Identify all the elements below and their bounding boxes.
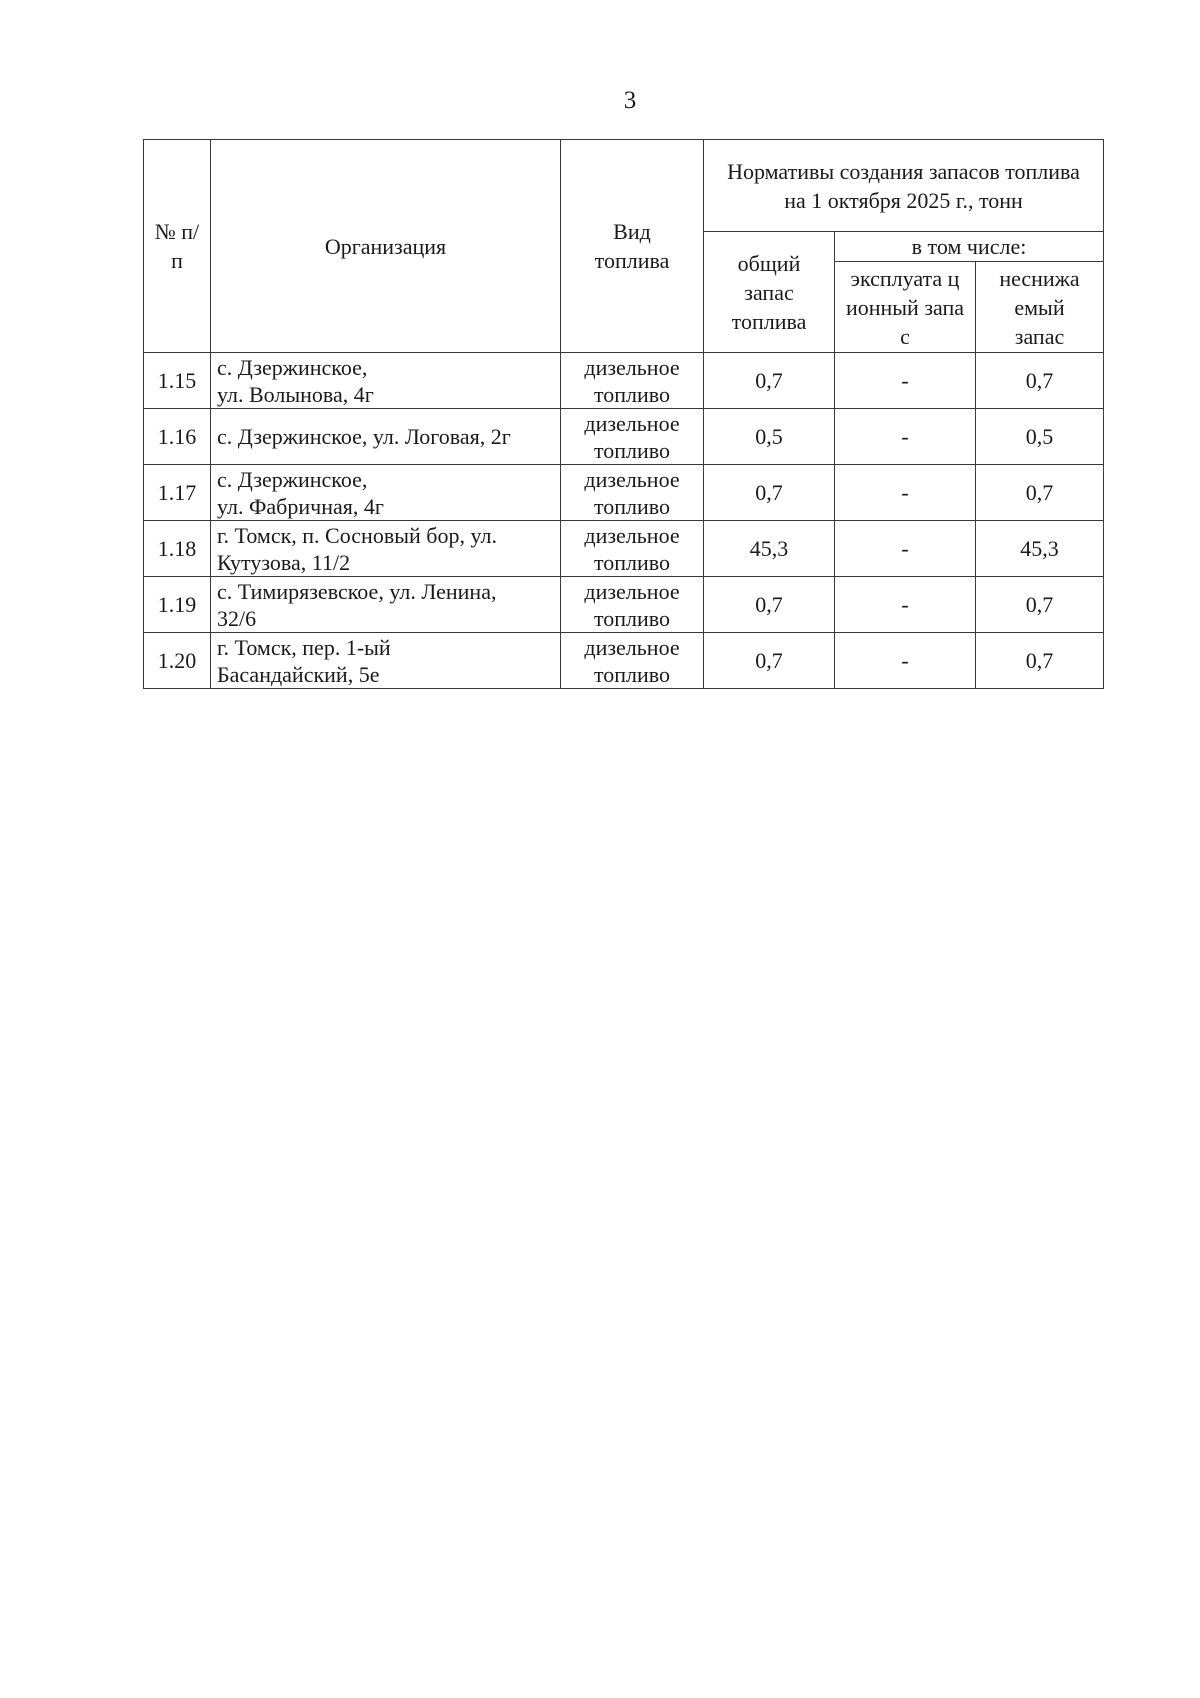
- row-irreducible: 0,5: [976, 409, 1104, 465]
- table-row: [144, 465, 1104, 521]
- header-irreducible-reserve: неснижа емый запас: [976, 262, 1104, 353]
- row-irreducible: 0,7: [976, 633, 1104, 689]
- row-operational: -: [835, 577, 976, 633]
- row-fuel-type: дизельное топливо: [561, 521, 704, 577]
- row-total: 0,7: [704, 353, 835, 409]
- row-operational: -: [835, 353, 976, 409]
- row-total: 0,5: [704, 409, 835, 465]
- row-irreducible: 0,7: [976, 577, 1104, 633]
- row-organization: с. Дзержинское, ул. Фабричная, 4г: [211, 465, 561, 521]
- row-irreducible: 0,7: [976, 353, 1104, 409]
- row-total: 45,3: [704, 521, 835, 577]
- header-fuel-type: Вид топлива: [561, 140, 704, 353]
- table-row: [144, 577, 1104, 633]
- row-num: 1.18: [144, 521, 211, 577]
- header-operational-reserve: эксплуата ционный запас: [835, 262, 976, 353]
- row-fuel-type: дизельное топливо: [561, 465, 704, 521]
- row-num: 1.20: [144, 633, 211, 689]
- row-num: 1.17: [144, 465, 211, 521]
- row-operational: -: [835, 521, 976, 577]
- table-row: [144, 353, 1104, 409]
- row-fuel-type: дизельное топливо: [561, 409, 704, 465]
- row-num: 1.16: [144, 409, 211, 465]
- table-row: [144, 521, 1104, 577]
- row-num: 1.15: [144, 353, 211, 409]
- row-organization: с. Тимирязевское, ул. Ленина, 32/6: [211, 577, 561, 633]
- row-irreducible: 0,7: [976, 465, 1104, 521]
- header-organization: Организация: [211, 140, 561, 353]
- row-organization: с. Дзержинское, ул. Волынова, 4г: [211, 353, 561, 409]
- row-operational: -: [835, 465, 976, 521]
- header-norms-group: Нормативы создания запасов топлива на 1 октября 2025 г., тонн: [704, 140, 1104, 232]
- row-organization: с. Дзержинское, ул. Логовая, 2г: [211, 409, 561, 465]
- row-fuel-type: дизельное топливо: [561, 633, 704, 689]
- row-operational: -: [835, 409, 976, 465]
- row-organization: г. Томск, пер. 1-ый Басандайский, 5е: [211, 633, 561, 689]
- header-num: № п/п: [144, 140, 211, 353]
- row-fuel-type: дизельное топливо: [561, 353, 704, 409]
- row-organization: г. Томск, п. Сосновый бор, ул. Кутузова, 11/2: [211, 521, 561, 577]
- table-row: [144, 409, 1104, 465]
- row-total: 0,7: [704, 465, 835, 521]
- row-num: 1.19: [144, 577, 211, 633]
- page-number: 3: [623, 87, 637, 114]
- row-operational: -: [835, 633, 976, 689]
- header-including: в том числе:: [835, 232, 1104, 262]
- header-total-reserve: общий запас топлива: [704, 232, 835, 353]
- table-row: [144, 633, 1104, 689]
- row-total: 0,7: [704, 577, 835, 633]
- row-total: 0,7: [704, 633, 835, 689]
- row-fuel-type: дизельное топливо: [561, 577, 704, 633]
- fuel-reserve-norms-table: [143, 139, 1104, 689]
- row-irreducible: 45,3: [976, 521, 1104, 577]
